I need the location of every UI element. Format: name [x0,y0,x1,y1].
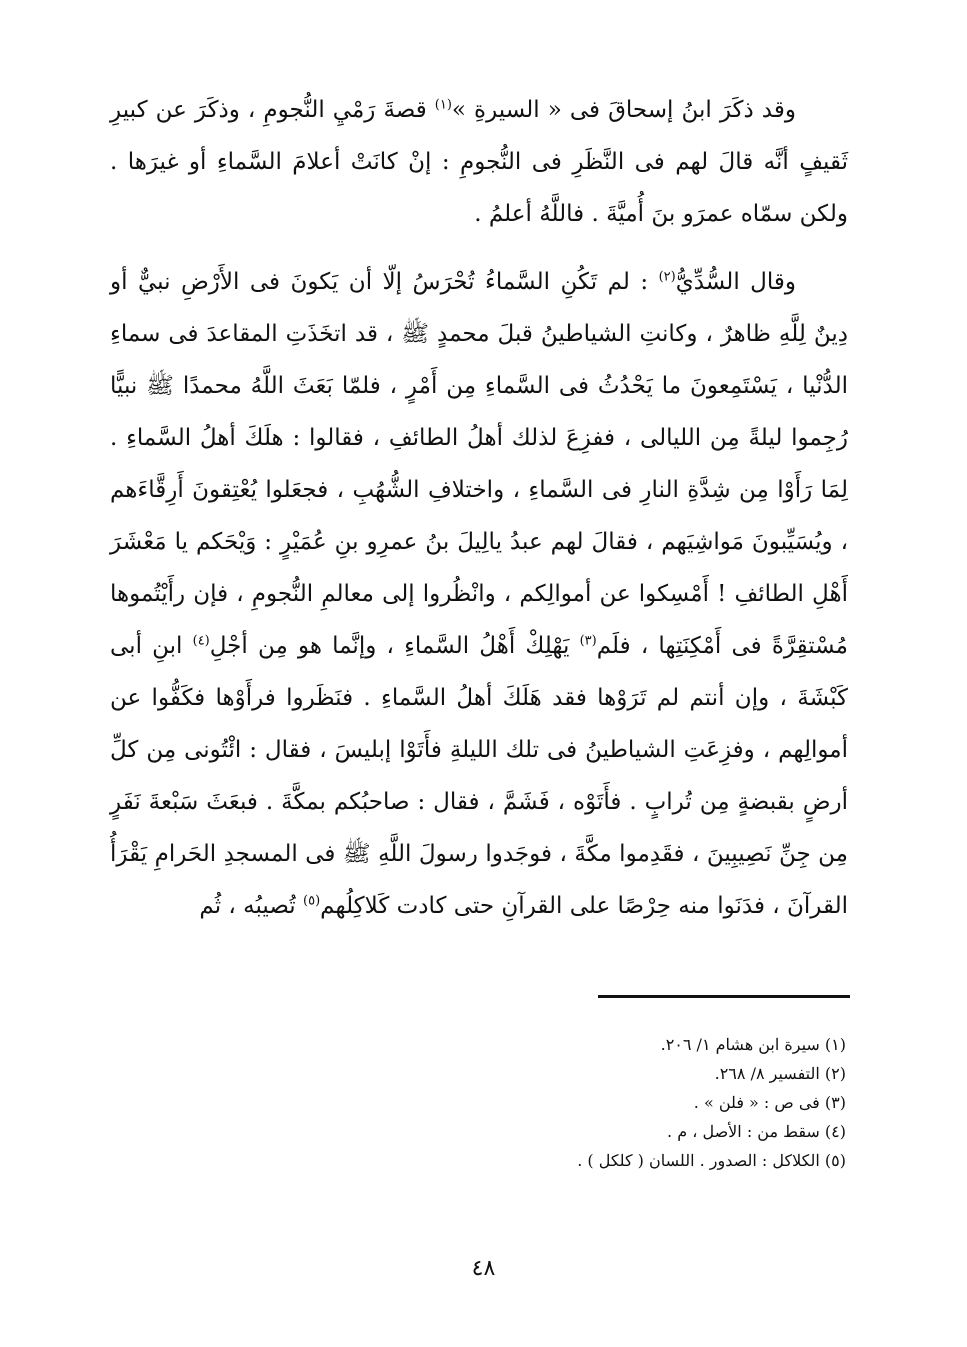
footnotes [420,1030,846,1175]
footnote-1: (١) سيرة ابن هشام ١/ ٢٠٦. [660,1035,846,1054]
footnote-ref-4: (٤) [192,633,210,649]
footnote-2: (٢) التفسير ٨/ ٢٦٨. [714,1064,846,1083]
footnote-separator [598,995,850,998]
paragraph-2-part-3: يَهْلِكْ أَهْلُ السَّماءِ ، وإنَّما هو مِن أجْلِ [209,633,580,659]
footnote-3: (٣) فى ص : « فلن » . [693,1093,846,1112]
page-number: ٤٨ [471,1256,496,1281]
paragraph-2-part-1: وقال السُّدِّيُّ [675,269,796,295]
footnote-ref-5: (٥) [303,893,321,909]
paragraph-1-part-2: قصةَ رَمْيِ النُّجومِ ، وذكَرَ عن كبيرِ ثَقيفٍ أنَّه قالَ لهم فى النَّظَرِ فى النُّجومِ : إنْ كانَتْ أعلامَ السَّماءِ أو غيرَها . ولكن سمّاه عمرَو بنَ أُميَّةَ . فاللَّهُ أعلمُ . [110,97,848,227]
main-text [110,84,848,932]
footnote-ref-3: (٣) [579,633,597,649]
footnote-ref-2: (٢) [658,269,676,285]
paragraph-2-part-2: : لم تَكُنِ السَّماءُ تُحْرَسُ إلّا أن يَكونَ فى الأَرْضِ نبيٌّ أو دِينٌ لِلَّهِ ظاهرٌ ، وكانتِ الشياطينُ قبلَ محمدٍ ﷺ ، قد اتخَذَتِ المقاعدَ فى سماءِ الدُّنْيا ، يَسْتَمِعونَ ما يَحْدُثُ فى السَّماءِ مِن أَمْرٍ ، فلمّا بَعَثَ اللَّهُ محمدًا ﷺ نبيًّا رُجِموا ليلةً مِن الليالى ، ففزِعَ لذلك أهلُ الطائفِ ، فقالوا : هلَكَ أهلُ السَّماءِ . لِمَا رَأَوْا مِن شِدَّةِ النارِ فى السَّماءِ ، واختلافِ الشُّهُبِ ، فجعَلوا يُعْتِقونَ أَرِقَّاءَهم ، ويُسَيِّبونَ مَواشِيَهم ، فقالَ لهم عبدُ يالِيلَ بنُ عمرِو بنِ عُمَيْرٍ : وَيْحَكم يا مَعْشَرَ أَهْلِ الطائفِ ! أَمْسِكوا عن أموالِكم ، وانْظُروا إلى معالمِ النُّجومِ ، فإن رأَيْتُموها مُسْتقِرَّةً فى أَمْكِنَتِها ، فلَم [110,269,848,659]
paragraph-1-part-1: وقد ذكَرَ ابنُ إسحاقَ فى « السيرةِ » [451,97,796,123]
paragraph-2-part-4: ابنِ أبى كَبْشَةَ ، وإن أنتم لم تَرَوْها فقد هَلَكَ أهلُ السَّماءِ . فنَظَروا فرأَوْها فكَفُّوا عن أموالِهم ، وفزِعَتِ الشياطينُ فى تلك الليلةِ فأَتَوْا إبليسَ ، فقال : ائْتُونى مِن كلِّ أرضٍ بقبضةٍ مِن تُرابٍ . فأَتَوْه ، فَشَمَّ ، فقال : صاحبُكم بمكَّةَ . فبعَثَ سَبْعةَ نَفَرٍ مِن جِنِّ نَصِيبِينَ ، فقَدِموا مكَّةَ ، فوجَدوا رسولَ اللَّهِ ﷺ فى المسجدِ الحَرامِ يَقْرَأُ القرآنَ ، فدَنَوا منه حِرْصًا على القرآنِ حتى كادت كَلاكِلُهم [110,633,848,919]
paragraph-2-part-5: تُصيبُه ، ثُم [199,893,304,919]
footnote-ref-1: (١) [434,97,452,113]
paragraph-1 [110,84,848,240]
footnote-4: (٤) سقط من : الأصل ، م . [667,1122,846,1141]
footnote-5: (٥) الكلاكل : الصدور . اللسان ( كلكل ) . [577,1151,846,1170]
paragraph-2 [110,256,848,932]
